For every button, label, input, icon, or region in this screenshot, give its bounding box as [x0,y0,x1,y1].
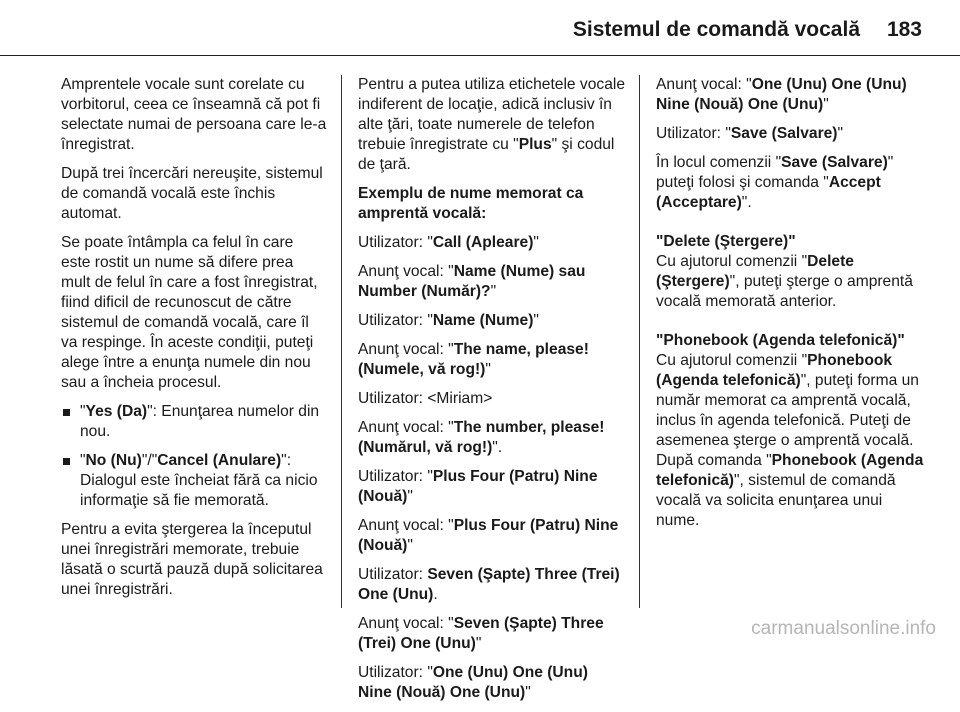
bullet-square-icon [63,458,70,465]
page-header [0,0,960,58]
dialog-line: Utilizator: "One (Unu) One (Unu) Nine (Nouă) One (Unu)" [358,664,588,701]
paragraph: Cu ajutorul comenzii "Delete (Ştergere)", puteţi şterge o amprentă vocală memorată anterior. [656,253,913,310]
paragraph: Cu ajutorul comenzii "Phonebook (Agenda telefonică)", puteţi forma un număr memorat ca amprentă vocală, inclus în agenda telefonică. Puteţi de asemenea şterge o amprentă vocală. După comanda "Phonebook (Agenda telefonică)", sistemul de comandă vocală va solicita enunţarea unui nume. [656,352,924,529]
header-divider [0,55,960,56]
watermark-text: carmanualsonline.info [751,618,936,639]
dialog-line: Anunţ vocal: "Seven (Şapte) Three (Trei) One (Unu)" [358,615,604,652]
paragraph: Se poate întâmpla ca felul în care este rostit un nume să difere prea mult de felul în care a fost înregistrat, fiind dificil de recunoscut de către sistemul de comandă vocală, care îl va respinge. În aceste condiţii, puteţi alege între a enunţa numele din nou sau a încheia procesul. [61,234,318,391]
bullet-item: "Yes (Da)": Enunţarea numelor din nou. [61,402,327,442]
dialog-line: Anunţ vocal: "The name, please! (Numele, vă rog!)" [358,341,589,378]
column-middle [358,75,626,712]
section-heading-phonebook: "Phonebook (Agenda telefonică)" [656,332,905,349]
page-title: Sistemul de comandă vocală [572,18,860,41]
column-left [61,75,327,609]
dialog-line: Anunţ vocal: "Plus Four (Patru) Nine (Nouă)" [358,517,619,554]
dialog-line: Anunţ vocal: "One (Unu) One (Unu) Nine (Nouă) One (Unu)" [656,76,907,113]
dialog-line: Utilizator: "Save (Salvare)" [656,125,844,142]
paragraph: După trei încercări nereuşite, sistemul de comandă vocală este închis automat. [61,165,323,222]
section-heading-delete: "Delete (Ştergere)" [656,233,796,250]
column-right [656,75,924,540]
dialog-line: Anunţ vocal: "Name (Nume) sau Number (Număr)?" [358,263,586,300]
paragraph: Pentru a putea utiliza etichetele vocale indiferent de locaţie, adică inclusiv în alte ţări, toate numerele de telefon trebuie înregistrate cu "Plus" şi codul de ţară. [358,76,625,173]
column-divider-1 [341,75,342,608]
dialog-line: Utilizator: "Call (Apleare)" [358,234,539,251]
bullet-item: "No (Nu)"/"Cancel (Anulare)": Dialogul este încheiat fără ca nicio informaţie să fie memorată. [61,451,327,511]
dialog-line: Utilizator: "Name (Nume)" [358,312,539,329]
paragraph: În locul comenzii "Save (Salvare)" puteţi folosi şi comanda "Accept (Acceptare)". [656,154,894,211]
dialog-line: Utilizator: <Miriam> [358,390,493,407]
column-divider-2 [639,75,640,608]
bullet-square-icon [63,409,70,416]
dialog-line: Utilizator: "Plus Four (Patru) Nine (Nouă)" [358,468,598,505]
example-heading: Exemplu de nume memorat ca amprentă vocală: [358,185,584,222]
dialog-line: Utilizator: Seven (Şapte) Three (Trei) One (Unu). [358,566,620,603]
paragraph: Pentru a evita ştergerea la începutul unei înregistrări memorate, trebuie lăsată o scurtă pauză după solicitarea unei înregistrări. [61,521,323,598]
page-number: 183 [886,18,922,41]
paragraph: Amprentele vocale sunt corelate cu vorbitorul, ceea ce înseamnă că pot fi selectate numai de persoana care le-a înregistrat. [61,76,327,153]
dialog-line: Anunţ vocal: "The number, please! (Numărul, vă rog!)". [358,419,605,456]
